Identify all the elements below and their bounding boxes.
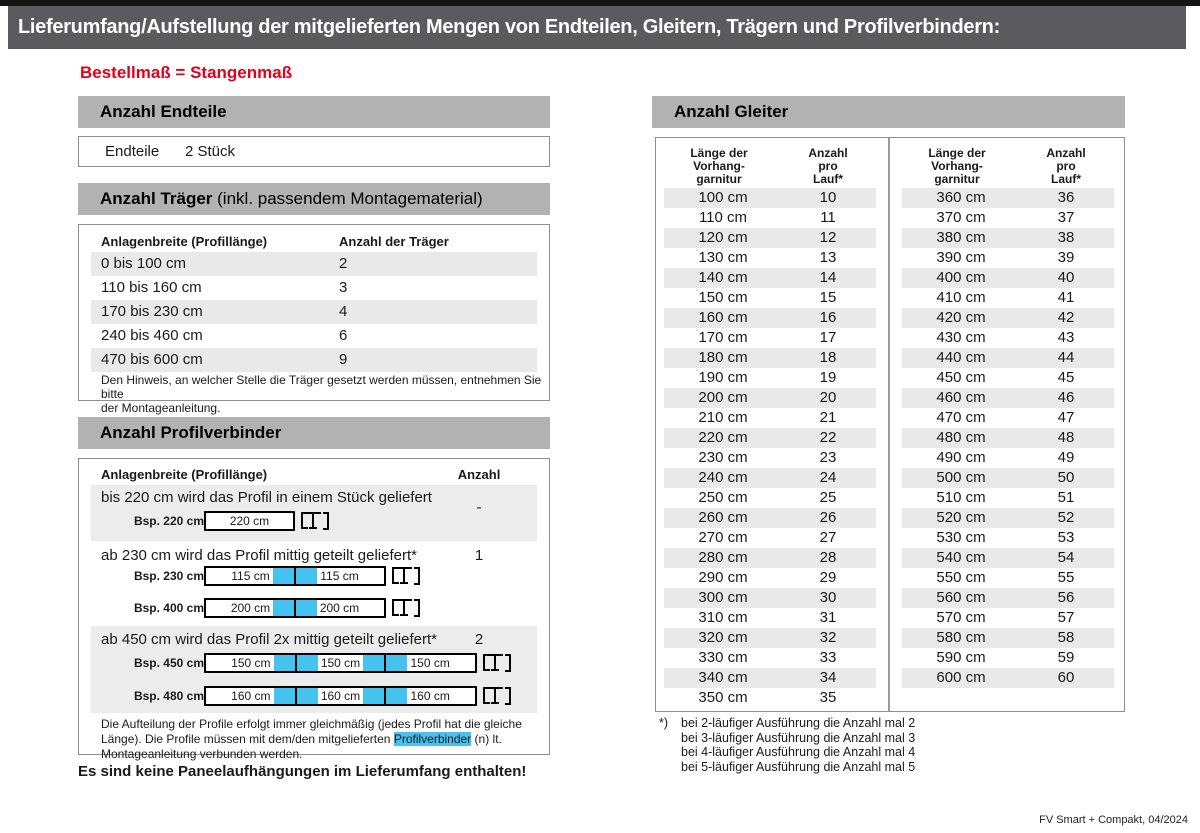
section-title: Anzahl Träger: [100, 189, 213, 208]
gleiter-length: 190 cm: [698, 369, 748, 386]
gleiter-count: 25: [819, 489, 837, 506]
section-header-profilverbinder: [78, 417, 550, 449]
gleiter-row: [664, 528, 876, 548]
gleiter-length: 290 cm: [698, 569, 748, 586]
gleiter-row: [902, 188, 1114, 208]
gleiter-row: [902, 628, 1114, 648]
gleiter-count: 13: [819, 249, 837, 266]
gleiter-length: 180 cm: [698, 349, 748, 366]
gleiter-length: 200 cm: [698, 389, 748, 406]
gleiter-row: [902, 248, 1114, 268]
column-header: Anlagenbreite (Profillänge): [101, 467, 268, 482]
traeger-note-line: der Montageanleitung.: [101, 401, 221, 415]
gleiter-length: 470 cm: [936, 409, 986, 426]
gleiter-length: 600 cm: [936, 669, 986, 686]
profile-bar-diagram: [204, 598, 386, 618]
gleiter-count: 60: [1057, 669, 1075, 686]
profile-segment-length: 200 cm: [319, 601, 360, 615]
column-header: Anzahl der Träger: [339, 234, 449, 249]
traeger-count: 2: [339, 255, 348, 272]
traeger-range: 170 bis 230 cm: [101, 303, 203, 320]
gleiter-length: 210 cm: [698, 409, 748, 426]
profilverbinder-table: [78, 458, 550, 761]
gleiter-length: 300 cm: [698, 589, 748, 606]
gleiter-row: [664, 428, 876, 448]
table-divider: [888, 138, 890, 711]
gleiter-length: 280 cm: [698, 549, 748, 566]
gleiter-row: [664, 388, 876, 408]
gleiter-count: 59: [1057, 649, 1075, 666]
gleiter-count: 33: [819, 649, 837, 666]
traeger-count: 9: [339, 351, 348, 368]
gleiter-length: 330 cm: [698, 649, 748, 666]
gleiter-row: [664, 548, 876, 568]
gleiter-count: 29: [819, 569, 837, 586]
gleiter-length: 230 cm: [698, 449, 748, 466]
gleiter-row: [902, 608, 1114, 628]
column-header-laenge: Länge der Vorhang- garnitur: [690, 146, 748, 186]
section-rule-text: ab 230 cm wird das Profil mittig geteilt geliefert*: [101, 547, 417, 564]
gleiter-count: 44: [1057, 349, 1075, 366]
gleiter-row: [664, 208, 876, 228]
gleiter-row: [664, 408, 876, 428]
endteile-label: Endteile: [105, 143, 160, 160]
footnote-marker: *): [659, 716, 669, 730]
profile-segment-length: 115 cm: [320, 569, 359, 583]
gleiter-row: [902, 648, 1114, 668]
gleiter-length: 100 cm: [698, 189, 748, 206]
gleiter-count: 50: [1057, 469, 1075, 486]
gleiter-length: 220 cm: [698, 429, 748, 446]
gleiter-length: 450 cm: [936, 369, 986, 386]
gleiter-count: 15: [819, 289, 837, 306]
gleiter-length: 500 cm: [936, 469, 986, 486]
gleiter-length: 170 cm: [698, 329, 748, 346]
traeger-note-line: Den Hinweis, an welcher Stelle die Träger gesetzt werden müssen, entnehmen Sie bitte: [101, 373, 542, 401]
footnote-line: bei 2-läufiger Ausführung die Anzahl mal 2: [681, 716, 916, 730]
gleiter-row: [902, 308, 1114, 328]
profile-segment-length: 160 cm: [410, 689, 450, 703]
gleiter-row: [664, 188, 876, 208]
gleiter-length: 410 cm: [936, 289, 986, 306]
footnote-line: bei 5-läufiger Ausführung die Anzahl mal 5: [681, 759, 916, 774]
gleiter-count: 45: [1057, 369, 1075, 386]
section-count: 1: [474, 547, 484, 564]
gleiter-table-header: [656, 147, 882, 186]
gleiter-count: 30: [819, 589, 837, 606]
order-size-note: Bestellmaß = Stangenmaß: [80, 63, 293, 82]
gleiter-row: [664, 608, 876, 628]
gleiter-length: 160 cm: [698, 309, 748, 326]
section-header-traeger: [78, 183, 550, 215]
gleiter-row: [664, 308, 876, 328]
gleiter-count: 46: [1057, 389, 1075, 406]
gleiter-length: 540 cm: [936, 549, 986, 566]
profilverbinder-section: [91, 546, 537, 623]
gleiter-length: 310 cm: [698, 609, 748, 626]
example-bar-row: [91, 511, 537, 531]
column-header-anzahl: Anzahl pro Lauf*: [1046, 146, 1086, 186]
gleiter-count: 51: [1057, 489, 1075, 506]
gleiter-row: [902, 328, 1114, 348]
gleiter-length: 270 cm: [698, 529, 748, 546]
section-title: Anzahl Gleiter: [674, 102, 789, 121]
gleiter-length: 520 cm: [936, 509, 986, 526]
gleiter-length: 400 cm: [936, 269, 986, 286]
gleiter-count: 14: [819, 269, 837, 286]
gleiter-count: 54: [1057, 549, 1075, 566]
profile-segment-length: 150 cm: [320, 656, 361, 670]
gleiter-length: 550 cm: [936, 569, 986, 586]
gleiter-row: [664, 488, 876, 508]
profilverbinder-section: [91, 626, 537, 713]
gleiter-count: 52: [1057, 509, 1075, 526]
gleiter-length: 420 cm: [936, 309, 986, 326]
gleiter-row: [902, 228, 1114, 248]
gleiter-length: 510 cm: [936, 489, 986, 506]
profile-segment-length: 150 cm: [231, 656, 271, 670]
gleiter-length: 320 cm: [698, 629, 748, 646]
profile-bar-diagram: [204, 566, 386, 586]
gleiter-row: [664, 288, 876, 308]
gleiter-length: 570 cm: [936, 609, 986, 626]
section-title: Anzahl Endteile: [100, 102, 227, 121]
gleiter-table-header: [894, 147, 1120, 186]
gleiter-count: 19: [819, 369, 837, 386]
gleiter-count: 28: [819, 549, 837, 566]
traeger-profile-icon: [482, 651, 512, 675]
gleiter-row: [902, 208, 1114, 228]
profile-bar-diagram: [204, 686, 477, 706]
gleiter-count: 53: [1057, 529, 1075, 546]
example-bar-row: [91, 598, 537, 618]
footnote-line: bei 3-läufiger Ausführung die Anzahl mal 3: [681, 730, 916, 745]
traeger-note: [101, 373, 549, 415]
gleiter-count: 57: [1057, 609, 1075, 626]
profile-segment-length: 160 cm: [320, 689, 361, 703]
traeger-count: 4: [339, 303, 348, 320]
gleiter-length: 150 cm: [698, 289, 748, 306]
gleiter-row: [902, 448, 1114, 468]
gleiter-row: [664, 468, 876, 488]
gleiter-row: [664, 668, 876, 688]
gleiter-length: 480 cm: [936, 429, 986, 446]
gleiter-count: 56: [1057, 589, 1075, 606]
example-label: Bsp. 400 cm: [133, 601, 204, 615]
gleiter-row: [902, 568, 1114, 588]
note-text: Die Aufteilung der Profile erfolgt immer gleichmäßig (jedes Profil hat die gleiche Länge). Die Profile müssen mit dem/den mitgelieferten: [101, 717, 522, 746]
gleiter-row: [664, 448, 876, 468]
gleiter-row: [902, 348, 1114, 368]
traeger-range: 470 bis 600 cm: [101, 351, 203, 368]
gleiter-count: 31: [819, 609, 837, 626]
traeger-profile-icon: [391, 564, 421, 588]
gleiter-row: [902, 408, 1114, 428]
footnote-line: bei 4-läufiger Ausführung die Anzahl mal 4: [681, 745, 916, 760]
traeger-profile-icon: [300, 509, 330, 533]
gleiter-length: 140 cm: [698, 269, 748, 286]
gleiter-count: 34: [819, 669, 837, 686]
gleiter-row: [902, 488, 1114, 508]
column-header: Anlagenbreite (Profillänge): [101, 234, 268, 249]
gleiter-length: 560 cm: [936, 589, 986, 606]
gleiter-row: [664, 568, 876, 588]
gleiter-length: 110 cm: [698, 209, 748, 226]
gleiter-row: [902, 508, 1114, 528]
gleiter-row: [664, 248, 876, 268]
gleiter-length: 440 cm: [936, 349, 986, 366]
gleiter-count: 38: [1057, 229, 1075, 246]
gleiter-count: 22: [819, 429, 837, 446]
gleiter-row: [902, 288, 1114, 308]
traeger-row: [91, 324, 537, 348]
gleiter-count: 18: [819, 349, 837, 366]
gleiter-count: 39: [1057, 249, 1075, 266]
example-label: Bsp. 480 cm: [133, 689, 204, 703]
gleiter-row: [902, 548, 1114, 568]
gleiter-row: [902, 668, 1114, 688]
gleiter-row: [902, 588, 1114, 608]
gleiter-row: [902, 428, 1114, 448]
gleiter-count: 37: [1057, 209, 1075, 226]
section-title-suffix: (inkl. passendem Montagematerial): [212, 189, 483, 208]
gleiter-row: [664, 588, 876, 608]
example-bar-row: [91, 653, 537, 673]
section-count: -: [476, 499, 482, 516]
section-header-endteile: [78, 96, 550, 128]
gleiter-count: 17: [819, 329, 837, 346]
gleiter-row: [664, 348, 876, 368]
gleiter-length: 530 cm: [936, 529, 986, 546]
gleiter-length: 430 cm: [936, 329, 986, 346]
gleiter-length: 580 cm: [936, 629, 986, 646]
gleiter-length: 390 cm: [936, 249, 986, 266]
traeger-row: [91, 252, 537, 276]
traeger-row: [91, 300, 537, 324]
endteile-value: 2 Stück: [185, 143, 236, 160]
profile-segment-length: 200 cm: [230, 601, 271, 615]
gleiter-length: 250 cm: [698, 489, 748, 506]
gleiter-row: [664, 328, 876, 348]
gleiter-table: [655, 137, 1125, 712]
gleiter-count: 21: [819, 409, 837, 426]
traeger-count: 6: [339, 327, 348, 344]
gleiter-count: 10: [819, 189, 837, 206]
section-count: 2: [474, 631, 484, 648]
gleiter-row: [902, 388, 1114, 408]
gleiter-count: 23: [819, 449, 837, 466]
profile-bar-diagram: [204, 653, 477, 673]
traeger-row: [91, 276, 537, 300]
gleiter-count: 12: [819, 229, 837, 246]
gleiter-count: 26: [819, 509, 837, 526]
section-rule-text: ab 450 cm wird das Profil 2x mittig geteilt geliefert*: [101, 631, 437, 648]
traeger-profile-icon: [482, 684, 512, 708]
gleiter-length: 340 cm: [698, 669, 748, 686]
column-header: Anzahl: [457, 467, 501, 482]
traeger-rows: [91, 252, 537, 372]
profile-segment-length: 220 cm: [229, 514, 270, 528]
traeger-row: [91, 348, 537, 372]
document-footer: FV Smart + Compakt, 04/2024: [1039, 814, 1188, 826]
paneel-note: Es sind keine Paneelaufhängungen im Lieferumfang enthalten!: [78, 763, 527, 780]
endteile-box: [78, 136, 550, 167]
gleiter-count: 20: [819, 389, 837, 406]
gleiter-row: [664, 228, 876, 248]
example-bar-row: [91, 566, 537, 586]
profile-bar-diagram: [204, 511, 295, 531]
traeger-range: 240 bis 460 cm: [101, 327, 203, 344]
example-label: Bsp. 230 cm: [133, 569, 204, 583]
example-label: Bsp. 220 cm: [133, 514, 204, 528]
gleiter-length: 260 cm: [698, 509, 748, 526]
note-highlight: Profilverbinder: [393, 732, 472, 746]
gleiter-count: 47: [1057, 409, 1075, 426]
gleiter-length: 460 cm: [936, 389, 986, 406]
gleiter-count: 11: [820, 209, 836, 226]
gleiter-length: 490 cm: [936, 449, 986, 466]
profile-segment-length: 160 cm: [231, 689, 271, 703]
gleiter-count: 43: [1057, 329, 1075, 346]
gleiter-count: 41: [1057, 289, 1075, 306]
profilverbinder-note: [101, 717, 537, 762]
traeger-range: 110 bis 160 cm: [101, 279, 202, 296]
gleiter-count: 40: [1057, 269, 1075, 286]
gleiter-count: 27: [819, 529, 837, 546]
column-header-anzahl: Anzahl pro Lauf*: [808, 146, 848, 186]
gleiter-length: 590 cm: [936, 649, 986, 666]
gleiter-count: 16: [819, 309, 837, 326]
gleiter-row: [664, 648, 876, 668]
profile-segment-length: 150 cm: [410, 656, 450, 670]
section-header-gleiter: [652, 96, 1125, 128]
gleiter-row: [902, 528, 1114, 548]
gleiter-length: 240 cm: [698, 469, 748, 486]
traeger-table: [78, 224, 550, 415]
page-title: Lieferumfang/Aufstellung der mitgelieferten Mengen von Endteilen, Gleitern, Trägern und Profilverbindern:: [8, 6, 1186, 49]
note-text: (n) lt. Montageanleitung verbunden werden.: [101, 732, 502, 761]
profile-segment-length: 115 cm: [231, 569, 270, 583]
gleiter-length: 370 cm: [936, 209, 986, 226]
gleiter-count: 35: [819, 689, 837, 706]
section-rule-text: bis 220 cm wird das Profil in einem Stück geliefert: [101, 489, 432, 506]
example-label: Bsp. 450 cm: [133, 656, 204, 670]
gleiter-row: [902, 368, 1114, 388]
example-bar-row: [91, 686, 537, 706]
gleiter-length: 350 cm: [698, 689, 748, 706]
gleiter-row: [664, 688, 876, 708]
profilverbinder-section: [91, 485, 537, 541]
gleiter-row: [664, 508, 876, 528]
gleiter-count: 42: [1057, 309, 1075, 326]
gleiter-row: [902, 468, 1114, 488]
traeger-count: 3: [339, 279, 348, 296]
gleiter-length: 130 cm: [698, 249, 748, 266]
gleiter-count: 32: [819, 629, 837, 646]
gleiter-count: 24: [819, 469, 837, 486]
gleiter-count: 58: [1057, 629, 1075, 646]
gleiter-row: [664, 628, 876, 648]
gleiter-row: [664, 368, 876, 388]
gleiter-row: [664, 268, 876, 288]
gleiter-count: 55: [1057, 569, 1075, 586]
gleiter-length: 360 cm: [936, 189, 986, 206]
section-title: Anzahl Profilverbinder: [100, 423, 282, 442]
gleiter-count: 48: [1057, 429, 1075, 446]
gleiter-length: 120 cm: [698, 229, 748, 246]
traeger-profile-icon: [391, 596, 421, 620]
gleiter-length: 380 cm: [936, 229, 986, 246]
gleiter-row: [902, 268, 1114, 288]
gleiter-footnotes: [659, 716, 916, 774]
gleiter-count: 36: [1057, 189, 1075, 206]
gleiter-count: 49: [1057, 449, 1075, 466]
column-header-laenge: Länge der Vorhang- garnitur: [928, 146, 986, 186]
traeger-range: 0 bis 100 cm: [101, 255, 187, 272]
